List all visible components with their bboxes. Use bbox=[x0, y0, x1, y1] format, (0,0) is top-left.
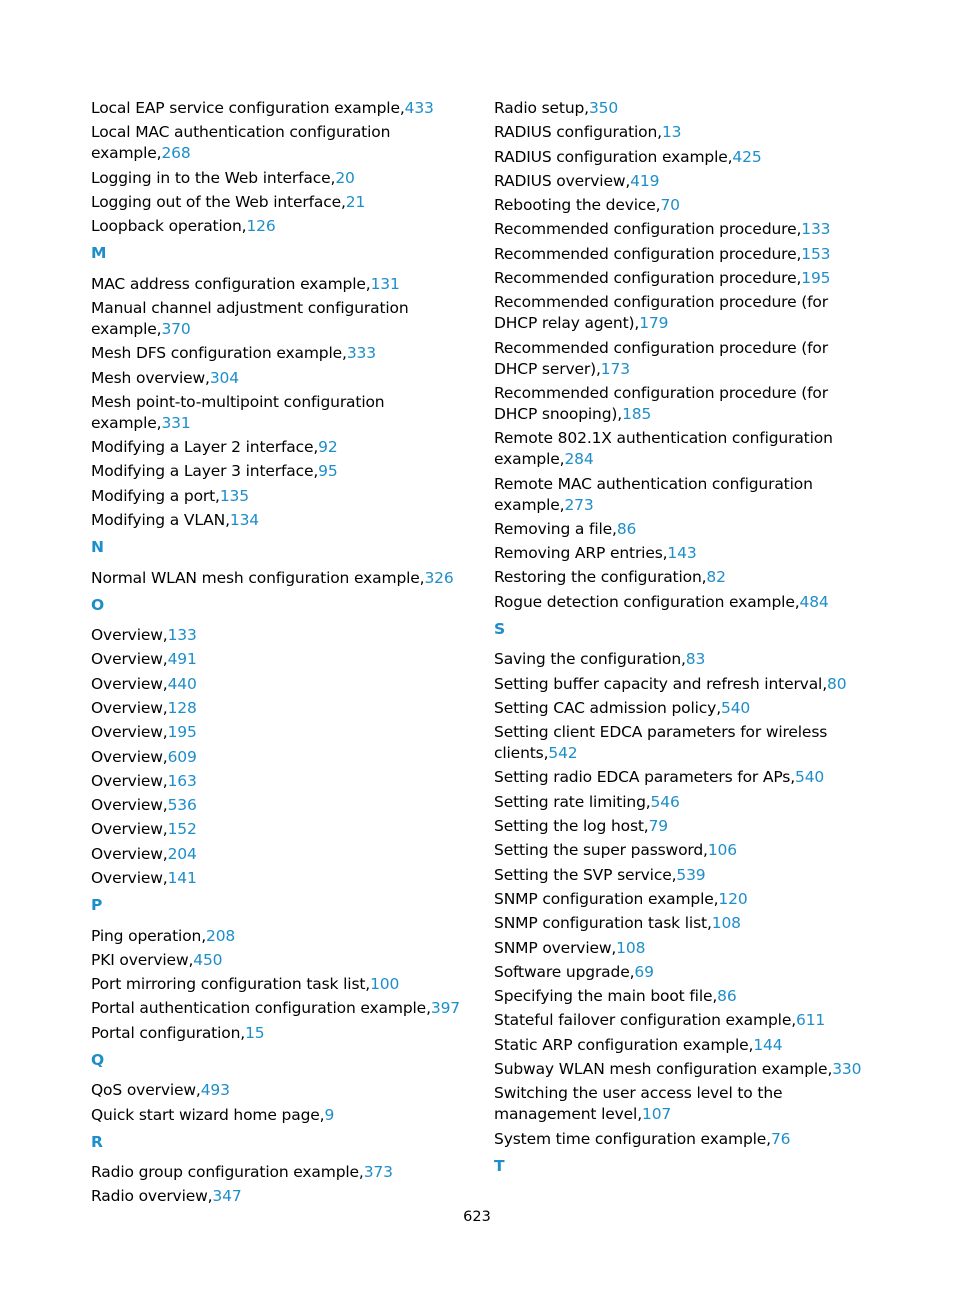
page-link[interactable]: 152 bbox=[167, 820, 197, 839]
index-entry-text: Removing a file, bbox=[494, 519, 617, 538]
index-entry-text: Logging in to the Web interface, bbox=[91, 168, 336, 187]
page-link[interactable]: 350 bbox=[588, 99, 619, 117]
page-link[interactable]: 195 bbox=[167, 723, 197, 742]
index-entry bbox=[494, 147, 866, 168]
index-entry-text: Specifying the main boot file, bbox=[494, 987, 718, 1006]
index-entry-text: Restoring the configuration, bbox=[494, 568, 707, 587]
index-entry-text: SNMP configuration example, bbox=[494, 889, 719, 908]
page-link[interactable]: 330 bbox=[832, 1060, 862, 1078]
index-entry-text: Subway WLAN mesh configuration example, bbox=[494, 1060, 833, 1078]
page-link[interactable]: 128 bbox=[167, 698, 197, 717]
page-link[interactable]: 185 bbox=[622, 404, 652, 423]
index-entry bbox=[494, 698, 866, 719]
page-link[interactable]: 95 bbox=[318, 462, 338, 481]
index-entry-text: Stateful failover configuration example, bbox=[494, 1011, 796, 1030]
page-link[interactable]: 546 bbox=[650, 792, 680, 811]
index-entry bbox=[91, 974, 466, 995]
page-link[interactable]: 143 bbox=[667, 544, 697, 563]
index-entry-text: Overview, bbox=[91, 650, 168, 669]
index-entry-text: Mesh overview, bbox=[91, 368, 210, 387]
page-link[interactable]: 141 bbox=[167, 869, 197, 888]
index-entry bbox=[494, 383, 866, 425]
index-entry-text: Modifying a VLAN, bbox=[91, 511, 230, 530]
index-entry bbox=[494, 938, 866, 959]
index-entry bbox=[91, 122, 466, 164]
index-entry bbox=[91, 343, 466, 364]
page-link[interactable]: 135 bbox=[219, 486, 249, 505]
index-entry-text: Portal authentication configuration example, bbox=[91, 999, 431, 1018]
index-entry bbox=[494, 98, 866, 119]
index-entry bbox=[494, 171, 866, 192]
index-entry bbox=[91, 698, 466, 719]
page-link[interactable]: 133 bbox=[801, 220, 831, 239]
index-entry bbox=[494, 592, 866, 613]
page-link[interactable]: 539 bbox=[676, 865, 706, 884]
index-entry bbox=[91, 298, 466, 340]
index-entry bbox=[494, 1035, 866, 1056]
page-link[interactable]: 268 bbox=[161, 144, 191, 163]
index-entry bbox=[91, 437, 466, 458]
index-entry bbox=[494, 674, 866, 695]
index-entry-text: Setting rate limiting, bbox=[494, 792, 651, 811]
index-entry-text: Overview, bbox=[91, 869, 168, 888]
index-entry-text: Logging out of the Web interface, bbox=[91, 192, 346, 211]
index-entry bbox=[494, 865, 866, 886]
page-link[interactable]: 163 bbox=[167, 771, 197, 790]
page-link[interactable]: 79 bbox=[648, 817, 669, 836]
index-entry bbox=[91, 216, 466, 237]
index-entry bbox=[494, 649, 866, 670]
index-entry bbox=[91, 1162, 466, 1183]
page-link[interactable]: 86 bbox=[616, 519, 637, 538]
index-entry bbox=[494, 986, 866, 1007]
index-letter-heading: O bbox=[91, 595, 105, 614]
page-link[interactable]: 82 bbox=[706, 568, 726, 587]
page-link[interactable]: 80 bbox=[826, 674, 847, 693]
page-link[interactable]: 120 bbox=[718, 889, 748, 908]
index-entry-text: Overview, bbox=[91, 820, 168, 839]
page-link[interactable]: 284 bbox=[564, 450, 594, 469]
page-link[interactable]: 347 bbox=[212, 1187, 242, 1206]
page-link[interactable]: 331 bbox=[161, 413, 191, 432]
page-link[interactable]: 540 bbox=[795, 768, 825, 787]
index-entry bbox=[91, 649, 466, 670]
index-entry-text: QoS overview, bbox=[91, 1081, 201, 1100]
index-entry-text: Overview, bbox=[91, 626, 168, 645]
page-link[interactable]: 540 bbox=[720, 698, 751, 717]
index-entry-text: Local EAP service configuration example, bbox=[91, 99, 405, 117]
index-entry bbox=[91, 819, 466, 840]
page-link[interactable]: 83 bbox=[685, 650, 706, 669]
index-entry-text: Overview, bbox=[91, 698, 168, 717]
page-link[interactable]: 333 bbox=[346, 344, 376, 363]
page-link[interactable]: 21 bbox=[345, 192, 366, 211]
index-letter-heading: Q bbox=[91, 1050, 105, 1069]
index-entry bbox=[91, 368, 466, 389]
index-entry-text: Loopback operation, bbox=[91, 217, 247, 236]
index-entry-text: Overview, bbox=[91, 844, 168, 863]
page-link[interactable]: 106 bbox=[707, 841, 737, 860]
page-link[interactable]: 179 bbox=[639, 314, 669, 333]
index-entry-text: Quick start wizard home page, bbox=[91, 1105, 325, 1124]
page-link[interactable]: 542 bbox=[548, 744, 578, 763]
index-entry bbox=[91, 392, 466, 434]
index-entry bbox=[91, 192, 466, 213]
index-entry bbox=[494, 913, 866, 934]
index-entry bbox=[494, 1059, 866, 1080]
index-entry-text: Recommended configuration procedure, bbox=[494, 269, 802, 288]
page-link[interactable]: 397 bbox=[430, 999, 460, 1018]
page-link[interactable]: 304 bbox=[209, 368, 239, 387]
index-entry bbox=[494, 767, 866, 788]
page-link[interactable]: 208 bbox=[206, 926, 236, 945]
page-link[interactable]: 13 bbox=[661, 123, 682, 142]
index-entry-text: Setting buffer capacity and refresh interval, bbox=[494, 674, 827, 693]
index-entry-text: Setting the log host, bbox=[494, 817, 649, 836]
index-letter-heading: S bbox=[494, 619, 506, 638]
page-link[interactable]: 536 bbox=[167, 796, 197, 815]
page-link[interactable]: 273 bbox=[564, 495, 594, 514]
page-link[interactable]: 70 bbox=[660, 196, 680, 215]
index-entry bbox=[91, 168, 466, 189]
index-entry bbox=[494, 962, 866, 983]
page-link[interactable]: 108 bbox=[711, 914, 741, 933]
index-entry bbox=[494, 889, 866, 910]
index-entry bbox=[91, 1105, 466, 1126]
index-letter-heading: N bbox=[91, 538, 104, 557]
index-entry bbox=[91, 674, 466, 695]
index-entry bbox=[494, 1129, 866, 1150]
index-entry bbox=[494, 722, 866, 764]
index-entry bbox=[494, 816, 866, 837]
index-entry-text: Removing ARP entries, bbox=[494, 544, 668, 563]
index-entry bbox=[494, 519, 866, 540]
index-entry-text: MAC address configuration example, bbox=[91, 274, 371, 293]
page-link[interactable]: 126 bbox=[246, 217, 276, 236]
index-entry-text: Mesh DFS configuration example, bbox=[91, 344, 347, 363]
index-entry-text: Overview, bbox=[91, 747, 168, 766]
index-entry bbox=[91, 510, 466, 531]
index-entry bbox=[91, 568, 466, 589]
index-entry-text: RADIUS configuration example, bbox=[494, 147, 733, 166]
index-entry-text: Remote 802.1X authentication configuration example, bbox=[494, 429, 833, 469]
index-entry-text: Modifying a port, bbox=[91, 486, 220, 505]
page-link[interactable]: 484 bbox=[799, 592, 829, 611]
page-number: 623 bbox=[463, 1209, 491, 1225]
page-link[interactable]: 204 bbox=[167, 844, 197, 863]
index-entry-text: Recommended configuration procedure, bbox=[494, 244, 802, 263]
index-entry bbox=[91, 98, 466, 119]
page-link[interactable]: 108 bbox=[616, 938, 646, 957]
index-entry bbox=[494, 195, 866, 216]
index-entry bbox=[91, 950, 466, 971]
index-column-left bbox=[91, 98, 466, 1211]
index-entry bbox=[91, 1186, 466, 1207]
page-link[interactable]: 20 bbox=[335, 168, 355, 187]
index-entry-text: Recommended configuration procedure, bbox=[494, 220, 802, 239]
page-link[interactable]: 419 bbox=[630, 171, 660, 190]
index-entry-text: Setting the SVP service, bbox=[494, 865, 677, 884]
index-entry-text: Modifying a Layer 3 interface, bbox=[91, 462, 319, 481]
index-entry-text: Modifying a Layer 2 interface, bbox=[91, 438, 319, 457]
page-link[interactable]: 611 bbox=[796, 1011, 826, 1030]
index-entry bbox=[91, 625, 466, 646]
page-link[interactable]: 69 bbox=[634, 962, 654, 981]
index-entry bbox=[494, 543, 866, 564]
index-entry bbox=[91, 998, 466, 1019]
index-entry-text: Mesh point-to-multipoint configuration example, bbox=[91, 392, 385, 432]
index-entry bbox=[91, 926, 466, 947]
index-entry bbox=[494, 122, 866, 143]
index-entry bbox=[91, 795, 466, 816]
index-entry-text: SNMP overview, bbox=[494, 938, 617, 957]
index-entry-text: Overview, bbox=[91, 771, 168, 790]
index-entry bbox=[91, 722, 466, 743]
page-link[interactable]: 15 bbox=[245, 1023, 265, 1042]
index-entry-text: Software upgrade, bbox=[494, 962, 635, 981]
page-link[interactable]: 153 bbox=[801, 244, 831, 263]
page-link[interactable]: 440 bbox=[167, 674, 197, 693]
index-letter-heading: T bbox=[494, 1156, 505, 1175]
index-entry bbox=[91, 747, 466, 768]
index-entry bbox=[494, 840, 866, 861]
index-entry-text: Ping operation, bbox=[91, 926, 206, 945]
index-entry-text: Rebooting the device, bbox=[494, 196, 661, 215]
index-entry-text: Static ARP configuration example, bbox=[494, 1035, 754, 1054]
index-entry-text: Local MAC authentication configuration example, bbox=[91, 123, 391, 163]
index-entry bbox=[494, 792, 866, 813]
index-entry bbox=[91, 461, 466, 482]
index-entry-text: Normal WLAN mesh configuration example, bbox=[91, 568, 425, 587]
index-entry-text: Switching the user access level to the management level, bbox=[494, 1084, 783, 1124]
page-link[interactable]: 92 bbox=[318, 438, 338, 457]
index-entry-text: Radio setup, bbox=[494, 99, 589, 117]
index-entry-text: Setting client EDCA parameters for wireless clients, bbox=[494, 723, 828, 763]
index-entry bbox=[494, 567, 866, 588]
index-entry-text: RADIUS overview, bbox=[494, 171, 631, 190]
index-entry bbox=[91, 486, 466, 507]
index-entry-text: RADIUS configuration, bbox=[494, 123, 662, 142]
index-entry-text: Recommended configuration procedure (for DHCP snooping), bbox=[494, 383, 828, 423]
index-entry-text: Portal configuration, bbox=[91, 1023, 246, 1042]
index-entry bbox=[91, 868, 466, 889]
page-link[interactable]: 144 bbox=[753, 1035, 783, 1054]
index-entry-text: Overview, bbox=[91, 723, 168, 742]
page-link[interactable]: 134 bbox=[229, 511, 259, 530]
index-entry bbox=[494, 244, 866, 265]
index-entry-text: Rogue detection configuration example, bbox=[494, 592, 800, 611]
index-entry bbox=[494, 268, 866, 289]
index-entry-text: Saving the configuration, bbox=[494, 650, 686, 669]
page-link[interactable]: 493 bbox=[200, 1081, 230, 1100]
index-entry-text: System time configuration example, bbox=[494, 1129, 771, 1148]
page-link[interactable]: 491 bbox=[167, 650, 197, 669]
index-entry-text: Radio group configuration example, bbox=[91, 1163, 364, 1182]
index-entry-text: Setting radio EDCA parameters for APs, bbox=[494, 768, 795, 787]
page-link[interactable]: 326 bbox=[424, 568, 454, 587]
index-entry bbox=[494, 1083, 866, 1125]
index-entry-text: Overview, bbox=[91, 674, 168, 693]
index-entry bbox=[91, 274, 466, 295]
page-link[interactable]: 195 bbox=[801, 269, 831, 288]
index-entry bbox=[494, 219, 866, 240]
page-link[interactable]: 86 bbox=[717, 987, 737, 1006]
index-entry bbox=[494, 338, 866, 380]
index-entry bbox=[494, 428, 866, 470]
index-entry bbox=[91, 771, 466, 792]
index-letter-heading: R bbox=[91, 1132, 103, 1151]
page-link[interactable]: 9 bbox=[324, 1105, 335, 1124]
index-entry bbox=[91, 1080, 466, 1101]
index-entry bbox=[91, 844, 466, 865]
index-letter-heading: M bbox=[91, 244, 107, 263]
index-entry bbox=[91, 1023, 466, 1044]
index-letter-heading: P bbox=[91, 896, 103, 915]
page-link[interactable]: 131 bbox=[370, 274, 400, 293]
page-link[interactable]: 133 bbox=[167, 626, 197, 645]
page-link[interactable]: 76 bbox=[770, 1129, 791, 1148]
page-link[interactable]: 173 bbox=[600, 359, 630, 378]
index-entry-text: SNMP configuration task list, bbox=[494, 914, 712, 933]
page-link[interactable]: 433 bbox=[404, 99, 434, 117]
index-entry-text: Radio overview, bbox=[91, 1187, 213, 1206]
index-column-right bbox=[494, 98, 866, 1186]
index-entry-text: Setting CAC admission policy, bbox=[494, 698, 721, 717]
index-entry bbox=[494, 292, 866, 334]
page-link[interactable]: 425 bbox=[732, 147, 762, 166]
page-link[interactable]: 107 bbox=[642, 1105, 672, 1124]
index-entry-text: Manual channel adjustment configuration example, bbox=[91, 298, 409, 338]
index-entry-text: Recommended configuration procedure (for DHCP relay agent), bbox=[494, 293, 828, 333]
index-entry-text: Remote MAC authentication configuration example, bbox=[494, 474, 813, 514]
page-link[interactable]: 450 bbox=[193, 950, 223, 969]
index-entry bbox=[494, 474, 866, 516]
page-link[interactable]: 100 bbox=[370, 975, 400, 994]
index-entry-text: PKI overview, bbox=[91, 950, 194, 969]
index-entry-text: Overview, bbox=[91, 796, 168, 815]
index-entry-text: Port mirroring configuration task list, bbox=[91, 975, 371, 994]
index-entry bbox=[494, 1010, 866, 1031]
page-link[interactable]: 370 bbox=[161, 319, 191, 338]
page-link[interactable]: 609 bbox=[167, 747, 197, 766]
index-entry-text: Setting the super password, bbox=[494, 841, 708, 860]
index-entry-text: Recommended configuration procedure (for DHCP server), bbox=[494, 338, 828, 378]
page-link[interactable]: 373 bbox=[363, 1163, 393, 1182]
